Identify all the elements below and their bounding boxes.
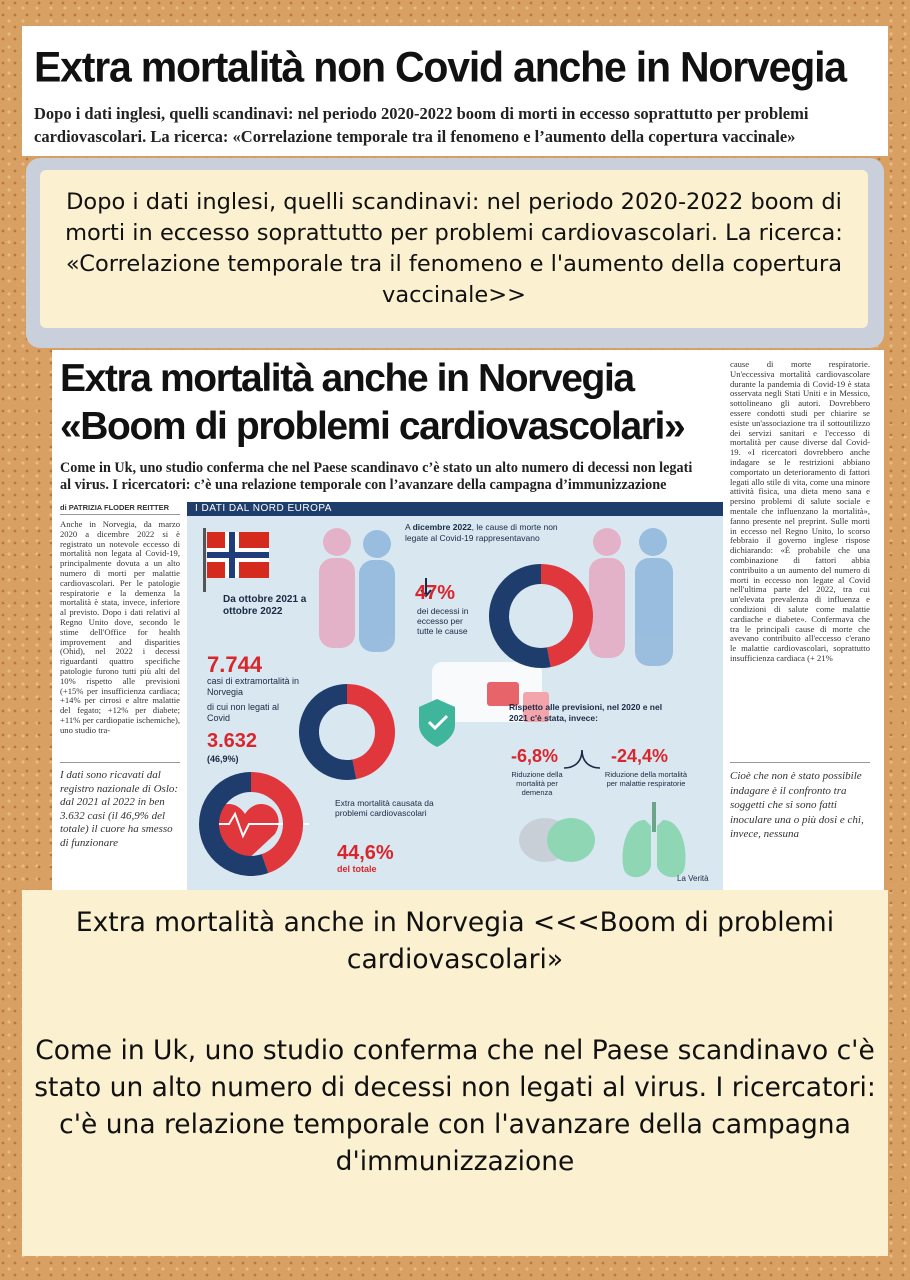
cardio-label: Extra mortalità causata da problemi cardiovascolari [335,798,434,818]
infographic [187,502,723,890]
article-title-line2: «Boom di problemi cardiovascolari» [60,405,685,448]
period-label: Da ottobre 2021 a ottobre 2022 [223,594,307,617]
donut-slice-cardiovascolari [251,782,293,864]
left-column-text: Anche in Norvegia, da marzo 2020 a dicembre 2022 si è registrato un notevole eccesso di mortalità non legata al Covid-19, principalmente dovuta a un alto numero di morti per malattie cardiovascolari. Per le patologie respiratorie e la demenza la mortalità è stata, invece, inferiore al previsto. Dopo i dati relativi al Regno Unito dove, secondo le stime dell'Office for health improvement and disparities (Ohid), nel 2022 i decessi riguardanti quattro specifiche patologie furono tutti più alti del 10% rispetto alle previsioni (+15% per insufficienza cardiaca; +14% per cirrosi e altre malattie del fegato; +12% per diabete; +11% per cardiopatie ischemiche), uno studio tra- [60,520,180,735]
december-note: dei decessi in eccesso per tutte le cause [417,606,469,636]
donut-slice-altro [499,574,549,658]
cases-label: casi di extramortalità in Norvegia [207,676,300,697]
right-column-text: cause di morte respiratorie. Un'eccessiva mortalità cardiovascolare durante la pandemia di Covid-19 è stata osservata negli Stati Uniti e in Messico, sottolineano gli autori. Dovrebbero essere condotti studi per chiarire se esiste un'associazione tra il sottoutilizzo dei servizi sanitari e l'eccesso di mortalità per cause diverse dal Covid-19. «I ricercatori dovrebbero anche indagare se le restrizioni abbiano comportato un deterioramento di fattori legati allo stile di vita, come una minore attività fisica, una dieta meno sana e persino problemi di salute sociale e mentale che influenzano la mortalità», fanno presente nel preprint. Sulle morti in eccesso nel Regno Unito, lo scorso febbraio il governo inglese rispose dichiarando: «È probabile che una combinazione di fattori abbia contribuito a un aumento del numero di morti in eccesso non legate al Covid nell'ultima parte del 2022, tra cui un'elevata prevalenza di influenza e condizioni di salute come malattie cardiache e diabete». Confermava che tra le principali cause di morte che avevano contribuito all'eccesso c'erano le malattie cardiovascolari, soprattutto insufficienza cardiaca (+ 21% [730,360,870,663]
left-pull-quote: I dati sono ricavati dal registro nazionale di Oslo: dal 2021 al 2022 in ben 3.632 casi (il 46,9% del totale) il cuore ha smesso di funzionare [60,762,180,850]
article-title-line1: Extra mortalità anche in Norvegia [60,357,634,400]
december-label-a: A [405,522,411,532]
december-label [405,522,565,543]
non-covid-pct: (46,9%) [207,754,239,764]
bottom-body: Come in Uk, uno studio conferma che nel Paese scandinavo c'è stato un alto numero di decessi non legati al virus. I ricercatori: c'è una relazione temporale con l'avanzare della campagna d'immunizzazione [34,1035,876,1177]
december-label-bold: dicembre 2022 [412,522,472,532]
sub-headline: Dopo i dati inglesi, quelli scandinavi: nel periodo 2020-2022 boom di morti in eccesso soprattutto per problemi cardiovascolari. La ricerca: «Correlazione temporale tra il fenomeno e l’aumento della copertura vaccinale» [34,104,809,146]
article-clipping [52,350,884,890]
dementia-label: Riduzione della mortalità per demenza [511,770,563,797]
headline-area [22,26,888,156]
non-covid-label: di cui non legati al Covid [207,702,280,723]
summary-text: Dopo i dati inglesi, quelli scandinavi: nel periodo 2020-2022 boom di morti in eccesso soprattutto per problemi cardiovascolari. La ricerca: «Correlazione temporale tra il fenomeno e l'aumento della copertura vaccinale>> [65,189,843,308]
summary-card [26,158,884,348]
forecast-label: Rispetto alle previsioni, nel 2020 e nel 2021 c'è stata, invece: [509,702,663,723]
donut-chart-cardio [197,770,305,878]
article-dek: Come in Uk, uno studio conferma che nel Paese scandinavo c’è stato un alto numero di decessi non legati al virus. I ricercatori: c’è una relazione temporale con l’avanzare della campagna d’immunizzazione [60,460,693,493]
cases-value: 7.744 [207,652,263,677]
respiratory-label: Riduzione della mortalità per malattie respiratorie [604,770,688,788]
source-label: La Verità [677,874,709,883]
summary-panel [40,170,868,328]
split-arrow-icon [564,750,600,768]
dementia-pct: -6,8% [511,746,559,766]
donut-slice-non-covid [541,574,583,657]
lungs-icon [622,802,685,877]
right-pull-quote: Cioè che non è stato possibile indagare è il confronto tra soggetti che si sono fatti inoculare una o più dosi e chi, invece, nessuna [730,762,870,842]
donut-chart-december [487,562,595,670]
donut-slice-altro [309,694,354,770]
bottom-title: Extra mortalità anche in Norvegia <<<Boom di problemi cardiovascolari» [75,907,835,975]
december-pct: 47% [415,582,456,604]
respiratory-pct: -24,4% [611,746,669,766]
main-headline: Extra mortalità non Covid anche in Norvegia [34,42,846,92]
brain-icon [519,818,595,862]
byline: di PATRIZIA FLODER REITTER [60,503,180,515]
december-label-b: , le cause di morte non legate al Covid-19 rappresentavano [405,522,558,543]
non-covid-value: 3.632 [207,730,258,752]
infographic-header: I DATI DAL NORD EUROPA [187,502,723,516]
donut-slice-altro [209,782,265,866]
norway-flag-icon [203,528,269,592]
bottom-card [22,890,888,1256]
cardio-note: del totale [337,864,377,874]
donut-slice-non-covid [347,694,385,769]
cardio-pct: 44,6% [337,842,394,864]
